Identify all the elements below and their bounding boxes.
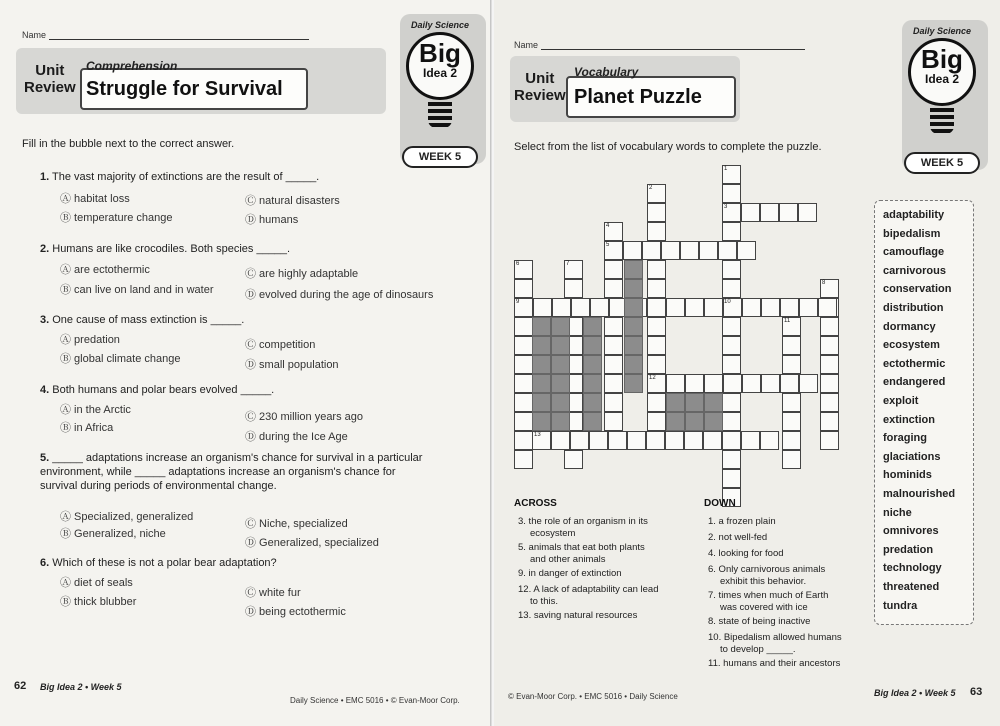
clue-number: 5 <box>606 242 610 248</box>
shaded-block <box>532 412 551 431</box>
crossword-cell[interactable] <box>551 431 570 450</box>
clue-number: 4 <box>606 223 610 229</box>
page-number: 63 <box>970 686 983 698</box>
shaded-block <box>583 393 602 412</box>
clue-number: 6 <box>516 261 520 267</box>
word-bank <box>874 200 974 625</box>
crossword-cell[interactable] <box>647 336 666 355</box>
crossword-cell[interactable] <box>723 374 742 393</box>
crossword-cell[interactable] <box>820 374 839 393</box>
clue: 5. animals that eat both plants and other animals <box>518 542 645 565</box>
shaded-block <box>583 412 602 431</box>
clue-number: 8 <box>822 280 826 286</box>
name-line: Name <box>514 40 805 50</box>
week-label: WEEK 5 <box>904 152 980 174</box>
word-bank-item: technology <box>883 562 942 575</box>
crossword-cell[interactable] <box>722 450 741 469</box>
answer-option[interactable]: Ⓒ Niche, specialized <box>245 518 348 530</box>
question-4: 4. Both humans and polar bears evolved _____. <box>40 384 275 396</box>
crossword-cell[interactable] <box>722 393 741 412</box>
clue-number: 10 <box>724 299 731 305</box>
clue: 7. times when much of Earth was covered with ice <box>708 590 829 613</box>
shaded-block <box>624 260 643 279</box>
word-bank-item: ecosystem <box>883 339 940 352</box>
crossword-cell[interactable] <box>533 298 552 317</box>
unit-review-label: Unit Review <box>514 70 566 104</box>
crossword-cell[interactable] <box>564 279 583 298</box>
shaded-block <box>704 412 723 431</box>
shaded-block <box>685 412 704 431</box>
crossword-cell[interactable] <box>780 374 799 393</box>
clue-number: 12 <box>649 375 656 381</box>
crossword-cell[interactable] <box>604 374 623 393</box>
clue-number: 3 <box>724 204 728 210</box>
crossword-cell[interactable] <box>604 412 623 431</box>
credit-line: Daily Science • EMC 5016 • © Evan-Moor Corp. <box>290 696 460 705</box>
crossword-cell[interactable] <box>722 412 741 431</box>
shaded-block <box>583 336 602 355</box>
crossword-cell[interactable] <box>699 241 718 260</box>
crossword-cell[interactable] <box>820 317 839 336</box>
clue: 6. Only carnivorous animals exhibit this behavior. <box>708 564 826 587</box>
clue: 10. Bipedalism allowed humans to develop _____. <box>708 632 842 655</box>
crossword-cell[interactable] <box>782 431 801 450</box>
word-bank-item: camouflage <box>883 246 945 259</box>
crossword-cell[interactable] <box>722 469 741 488</box>
answer-option[interactable]: Ⓑ Generalized, niche <box>60 528 166 540</box>
shaded-block <box>532 393 551 412</box>
clue: 3. the role of an organism in its ecosystem <box>518 516 648 539</box>
crossword-cell[interactable] <box>798 203 817 222</box>
word-bank-item: extinction <box>883 413 935 426</box>
answer-option[interactable]: Ⓓ Generalized, specialized <box>245 537 379 549</box>
crossword-cell[interactable] <box>820 355 839 374</box>
shaded-block <box>666 412 685 431</box>
credit-line: © Evan-Moor Corp. • EMC 5016 • Daily Science <box>508 692 678 701</box>
crossword-cell[interactable] <box>741 431 760 450</box>
crossword-cell[interactable] <box>604 317 623 336</box>
question-3: 3. One cause of mass extinction is _____. <box>40 314 245 326</box>
page-footer: Big Idea 2 • Week 5 <box>40 682 122 692</box>
answer-option[interactable]: Ⓑ in Africa <box>60 422 114 434</box>
answer-option[interactable]: Ⓐ Specialized, generalized <box>60 511 194 523</box>
shaded-block <box>666 393 685 412</box>
crossword-cell[interactable] <box>514 336 533 355</box>
section-kind: Vocabulary <box>574 65 639 79</box>
word-bank-item: carnivorous <box>883 264 946 277</box>
crossword-cell[interactable] <box>647 412 666 431</box>
crossword-cell[interactable] <box>666 298 685 317</box>
word-bank-item: bipedalism <box>883 227 941 240</box>
crossword-cell[interactable] <box>799 298 818 317</box>
shaded-block <box>551 317 570 336</box>
crossword-cell[interactable] <box>623 241 642 260</box>
crossword-cell[interactable] <box>604 393 623 412</box>
crossword-cell[interactable] <box>514 317 533 336</box>
section-kind: Comprehension <box>86 59 178 73</box>
shaded-block <box>624 298 643 317</box>
crossword-cell[interactable] <box>760 431 779 450</box>
crossword-cell[interactable] <box>722 355 741 374</box>
crossword-cell[interactable] <box>647 393 666 412</box>
word-bank-item: hominids <box>883 469 932 482</box>
crossword-cell[interactable] <box>604 279 623 298</box>
crossword-cell[interactable] <box>818 298 837 317</box>
clue-number: 7 <box>566 261 570 267</box>
crossword-cell[interactable] <box>722 279 741 298</box>
crossword-cell[interactable] <box>761 298 780 317</box>
crossword-cell[interactable] <box>647 355 666 374</box>
crossword-cell[interactable] <box>722 336 741 355</box>
crossword-cell[interactable] <box>608 431 627 450</box>
answer-option[interactable]: Ⓒ are highly adaptable <box>245 268 359 280</box>
clue-number: 11 <box>784 318 791 324</box>
answer-option[interactable]: Ⓐ habitat loss <box>60 193 130 205</box>
word-bank-item: exploit <box>883 395 919 407</box>
crossword-cell[interactable] <box>684 431 703 450</box>
shaded-block <box>532 336 551 355</box>
unit-review-label: Unit Review <box>24 62 76 96</box>
left-page <box>0 0 492 726</box>
crossword-cell[interactable] <box>680 241 699 260</box>
crossword-cell[interactable] <box>552 298 571 317</box>
crossword-cell[interactable] <box>685 374 704 393</box>
crossword-cell[interactable] <box>722 260 741 279</box>
clue-number: 9 <box>516 299 520 305</box>
clue: 4. looking for food <box>708 548 784 559</box>
shaded-block <box>624 317 643 336</box>
clue-number: 13 <box>534 432 541 438</box>
answer-option[interactable]: Ⓑ can live on land and in water <box>60 284 214 296</box>
clue-number: 2 <box>649 185 653 191</box>
right-page <box>494 0 1000 726</box>
answer-option[interactable]: Ⓓ evolved during the age of dinosaurs <box>245 289 434 301</box>
shaded-block <box>551 355 570 374</box>
crossword-cell[interactable] <box>589 431 608 450</box>
crossword-cell[interactable] <box>514 412 533 431</box>
crossword-cell[interactable] <box>604 355 623 374</box>
crossword-cell[interactable] <box>782 336 801 355</box>
instruction: Fill in the bubble next to the correct answer. <box>22 138 235 150</box>
clue: 2. not well-fed <box>708 532 768 543</box>
clue-number: 1 <box>724 166 728 172</box>
instruction: Select from the list of vocabulary words to complete the puzzle. <box>514 141 822 153</box>
crossword-cell[interactable] <box>820 412 839 431</box>
crossword-cell[interactable] <box>722 431 741 450</box>
clue: 9. in danger of extinction <box>518 568 622 579</box>
crossword-cell[interactable] <box>704 298 723 317</box>
crossword-cell[interactable] <box>647 203 666 222</box>
page-title: Struggle for Survival <box>86 78 283 100</box>
crossword-cell[interactable] <box>666 374 685 393</box>
crossword-cell[interactable] <box>646 431 665 450</box>
crossword-cell[interactable] <box>718 241 737 260</box>
crossword-cell[interactable] <box>647 298 666 317</box>
shaded-block <box>583 355 602 374</box>
crossword-cell[interactable] <box>685 298 704 317</box>
page-footer: Big Idea 2 • Week 5 <box>874 688 956 698</box>
shaded-block <box>583 374 602 393</box>
shaded-block <box>551 374 570 393</box>
crossword-cell[interactable] <box>780 298 799 317</box>
page-number: 62 <box>14 680 27 692</box>
crossword-cell[interactable] <box>604 336 623 355</box>
crossword-cell[interactable] <box>514 355 533 374</box>
word-bank-item: dormancy <box>883 320 936 333</box>
question-6: 6. Which of these is not a polar bear adaptation? <box>40 557 277 569</box>
crossword-cell[interactable] <box>604 260 623 279</box>
answer-option[interactable]: Ⓒ 230 million years ago <box>245 411 364 423</box>
answer-option[interactable]: Ⓐ in the Arctic <box>60 404 131 416</box>
answer-option[interactable]: Ⓑ temperature change <box>60 212 173 224</box>
answer-option[interactable]: Ⓓ small population <box>245 359 339 371</box>
answer-option[interactable]: Ⓑ global climate change <box>60 353 181 365</box>
big-idea-badge: Daily Science Big Idea 2 WEEK 5 <box>400 14 486 164</box>
question-2: 2. Humans are like crocodiles. Both species _____. <box>40 243 291 255</box>
crossword-cell[interactable] <box>571 298 590 317</box>
word-bank-item: tundra <box>883 599 918 612</box>
crossword-cell[interactable] <box>661 241 680 260</box>
word-bank-item: malnourished <box>883 488 956 500</box>
crossword-cell[interactable] <box>703 431 722 450</box>
shaded-block <box>704 393 723 412</box>
word-bank-item: ectothermic <box>883 357 946 370</box>
answer-option[interactable]: Ⓓ humans <box>245 214 299 226</box>
crossword-cell[interactable] <box>570 431 589 450</box>
crossword-cell[interactable] <box>647 279 666 298</box>
crossword-cell[interactable] <box>564 450 583 469</box>
crossword-cell[interactable] <box>647 317 666 336</box>
shaded-block <box>532 374 551 393</box>
crossword-cell[interactable] <box>514 431 533 450</box>
crossword-cell[interactable] <box>820 393 839 412</box>
clue: 12. A lack of adaptability can lead to this. <box>518 584 659 607</box>
shaded-block <box>532 317 551 336</box>
shaded-block <box>624 355 643 374</box>
shaded-block <box>532 355 551 374</box>
answer-option[interactable]: Ⓓ being ectothermic <box>245 606 346 618</box>
crossword-cell[interactable] <box>782 412 801 431</box>
clue: 1. a frozen plain <box>708 516 776 527</box>
word-bank-item: adaptability <box>883 209 945 221</box>
shaded-block <box>583 317 602 336</box>
answer-option[interactable]: Ⓓ during the Ice Age <box>245 431 348 443</box>
answer-option[interactable]: Ⓐ are ectothermic <box>60 264 150 276</box>
crossword-cell[interactable] <box>647 260 666 279</box>
crossword-cell[interactable] <box>514 393 533 412</box>
crossword-cell[interactable] <box>514 374 533 393</box>
clue: 11. humans and their ancestors <box>708 658 841 669</box>
crossword-cell[interactable] <box>647 222 666 241</box>
shaded-block <box>551 412 570 431</box>
crossword-cell[interactable] <box>737 241 756 260</box>
shaded-block <box>551 336 570 355</box>
question-1: 1. The vast majority of extinctions are the result of _____. <box>40 171 320 183</box>
word-bank-item: distribution <box>883 302 944 314</box>
week-label: WEEK 5 <box>402 146 478 168</box>
answer-option[interactable]: Ⓒ white fur <box>245 587 301 599</box>
page-title: Planet Puzzle <box>574 86 702 108</box>
shaded-block <box>551 393 570 412</box>
across-heading: ACROSS <box>514 498 557 509</box>
crossword-cell[interactable] <box>742 298 761 317</box>
crossword-cell[interactable] <box>722 222 741 241</box>
word-bank-item: omnivores <box>883 525 939 538</box>
answer-option[interactable]: Ⓒ natural disasters <box>245 195 340 207</box>
answer-option[interactable]: Ⓒ competition <box>245 339 316 351</box>
clue: 13. saving natural resources <box>518 610 638 621</box>
crossword-cell[interactable] <box>760 203 779 222</box>
crossword-cell[interactable] <box>782 355 801 374</box>
shaded-block <box>685 393 704 412</box>
answer-option[interactable]: Ⓐ diet of seals <box>60 577 133 589</box>
crossword-cell[interactable] <box>782 450 801 469</box>
word-bank-item: niche <box>883 506 912 519</box>
crossword-cell[interactable] <box>642 241 661 260</box>
crossword-cell[interactable] <box>590 298 609 317</box>
word-bank-item: foraging <box>883 432 927 445</box>
crossword-cell[interactable] <box>761 374 780 393</box>
crossword-cell[interactable] <box>820 431 839 450</box>
clue: 8. state of being inactive <box>708 616 811 627</box>
crossword-cell[interactable] <box>665 431 684 450</box>
crossword-cell[interactable] <box>722 317 741 336</box>
crossword-cell[interactable] <box>514 279 533 298</box>
shaded-block <box>624 374 643 393</box>
crossword-cell[interactable] <box>704 374 723 393</box>
word-bank-item: glaciations <box>883 450 941 463</box>
word-bank-item: predation <box>883 543 934 556</box>
crossword-cell[interactable] <box>742 374 761 393</box>
crossword-cell[interactable] <box>782 393 801 412</box>
crossword-cell[interactable] <box>779 203 798 222</box>
crossword-cell[interactable] <box>627 431 646 450</box>
crossword-cell[interactable] <box>741 203 760 222</box>
word-bank-item: conservation <box>883 283 952 296</box>
shaded-block <box>624 336 643 355</box>
question-5: 5. _____ adaptations increase an organism's chance for survival in a particular environment, while _____ adaptations increase an organism's chance for survival during periods of environmental change. <box>40 452 423 492</box>
crossword-cell[interactable] <box>514 450 533 469</box>
crossword-cell[interactable] <box>820 336 839 355</box>
big-idea-badge: Daily Science Big Idea 2 WEEK 5 <box>902 20 988 170</box>
word-bank-item: threatened <box>883 581 940 593</box>
answer-option[interactable]: Ⓑ thick blubber <box>60 596 137 608</box>
word-bank-item: endangered <box>883 376 946 389</box>
down-heading: DOWN <box>704 498 736 509</box>
name-line: Name <box>22 30 309 40</box>
shaded-block <box>624 279 643 298</box>
crossword-cell[interactable] <box>722 184 741 203</box>
crossword-cell[interactable] <box>799 374 818 393</box>
answer-option[interactable]: Ⓐ predation <box>60 334 120 346</box>
